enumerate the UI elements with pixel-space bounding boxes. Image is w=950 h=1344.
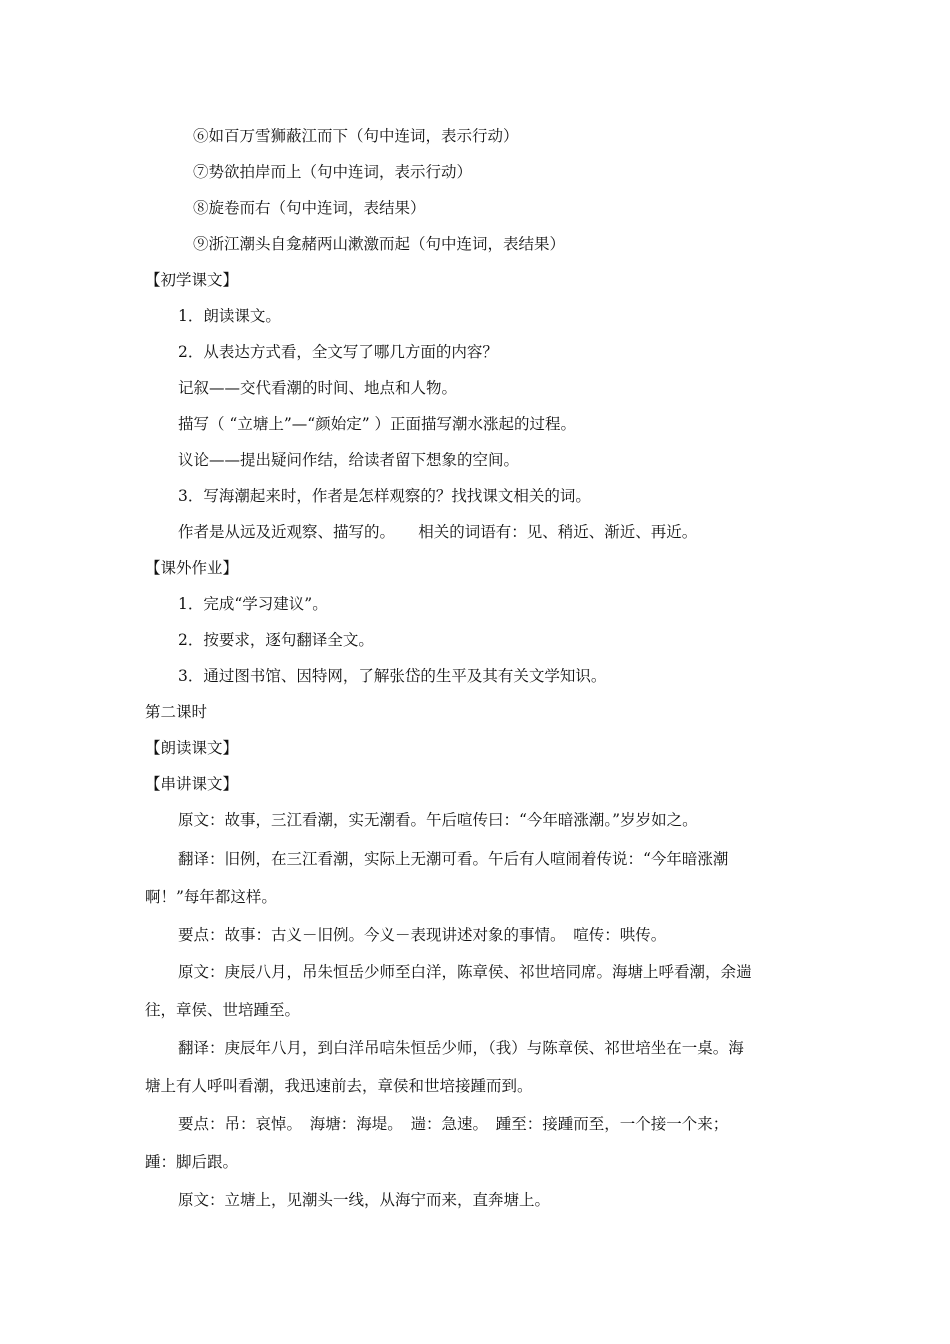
- text-line: 2．从表达方式看，全文写了哪几方面的内容？: [178, 343, 498, 361]
- section-heading: 【串讲课文】: [145, 775, 239, 793]
- text-line: 往，章侯、世培踵至。: [145, 1001, 301, 1019]
- text-line: 作者是从远及近观察、描写的。 相关的词语有：见、稍近、渐近、再近。: [178, 523, 698, 541]
- text-line: 踵：脚后跟。: [145, 1153, 239, 1171]
- text-line: 3．写海潮起来时，作者是怎样观察的？找找课文相关的词。: [178, 487, 591, 505]
- section-heading: 【朗读课文】: [145, 739, 239, 757]
- text-line: 啊！”每年都这样。: [145, 888, 277, 906]
- text-line: ⑨浙江潮头自龛赭两山漱激而起（句中连词，表结果）: [193, 235, 566, 253]
- text-line: 原文：庚辰八月，吊朱恒岳少师至白洋，陈章侯、祁世培同席。海塘上呼看潮，余遄: [178, 963, 752, 981]
- text-line: ⑥如百万雪狮蔽江而下（句中连词，表示行动）: [193, 127, 519, 145]
- text-line: ⑧旋卷而右（句中连词，表结果）: [193, 199, 426, 217]
- section-heading: 【课外作业】: [145, 559, 239, 577]
- text-line: 原文：故事，三江看潮，实无潮看。午后喧传曰：“今年暗涨潮。”岁岁如之。: [178, 811, 698, 829]
- text-line: 1．完成“学习建议”。: [178, 595, 328, 613]
- text-line: 要点：故事：古义－旧例。今义－表现讲述对象的事情。 喧传：哄传。: [178, 926, 667, 944]
- text-line: 1．朗读课文。: [178, 307, 281, 325]
- text-line: 翻译：庚辰年八月，到白洋吊唁朱恒岳少师，（我）与陈章侯、祁世培坐在一桌。海: [178, 1039, 744, 1057]
- text-line: 要点：吊：哀悼。 海塘：海堤。 遄：急速。 踵至：接踵而至，一个接一个来；: [178, 1115, 729, 1133]
- section-heading: 第二课时: [145, 703, 208, 721]
- text-line: 记叙——交代看潮的时间、地点和人物。: [178, 379, 458, 397]
- text-line: 3．通过图书馆、因特网，了解张岱的生平及其有关文学知识。: [178, 667, 607, 685]
- text-line: 原文：立塘上，见潮头一线，从海宁而来，直奔塘上。: [178, 1191, 551, 1209]
- text-line: 塘上有人呼叫看潮，我迅速前去，章侯和世培接踵而到。: [145, 1077, 533, 1095]
- text-line: ⑦势欲拍岸而上（句中连词，表示行动）: [193, 163, 473, 181]
- text-line: 议论——提出疑问作结，给读者留下想象的空间。: [178, 451, 520, 469]
- section-heading: 【初学课文】: [145, 271, 239, 289]
- text-line: 描写（ “立塘上”—“颜始定” ）正面描写潮水涨起的过程。: [178, 415, 577, 433]
- text-line: 翻译：旧例，在三江看潮，实际上无潮可看。午后有人喧闹着传说：“今年暗涨潮: [178, 850, 729, 868]
- text-line: 2．按要求，逐句翻译全文。: [178, 631, 374, 649]
